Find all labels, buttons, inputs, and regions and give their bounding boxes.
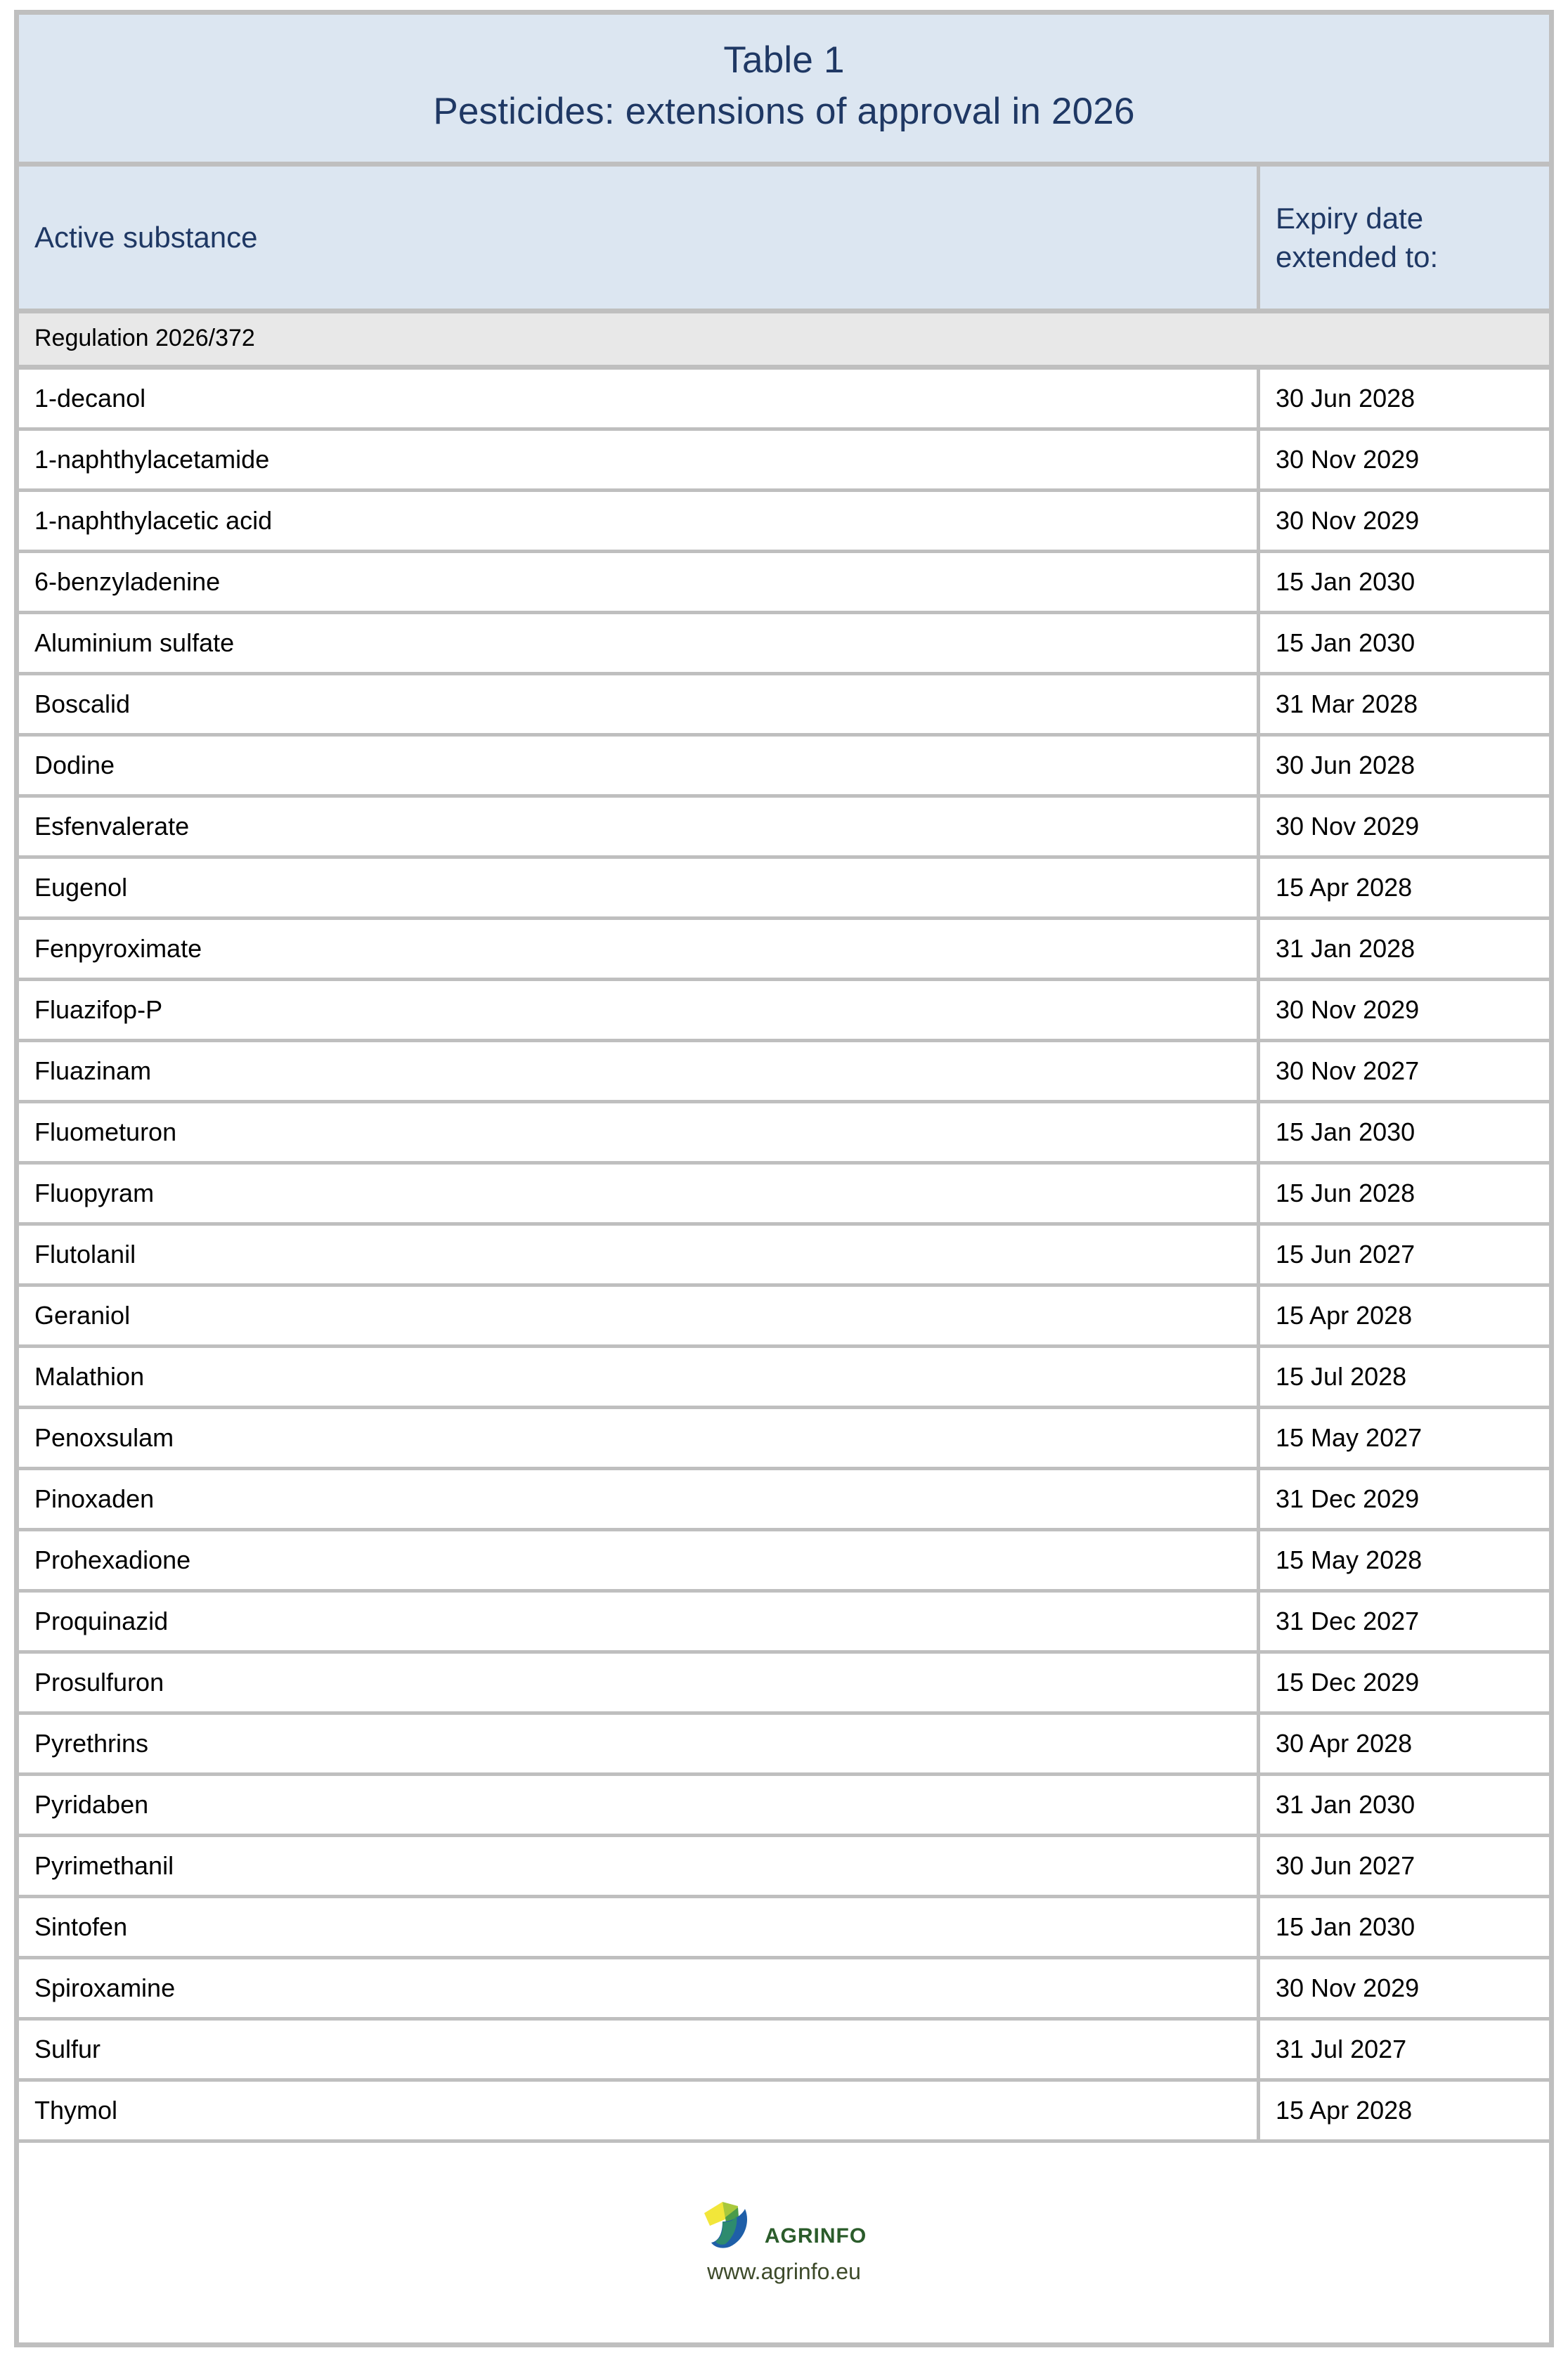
table-row <box>19 553 1549 614</box>
cell-expiry-date <box>1260 1470 1549 1528</box>
cell-expiry-date-label: 15 Jun 2028 <box>1276 1178 1415 1207</box>
cell-expiry-date <box>1260 859 1549 916</box>
cell-expiry-date-label: 15 Dec 2029 <box>1276 1667 1420 1697</box>
cell-expiry-date-label: 31 Jan 2028 <box>1276 933 1415 963</box>
cell-expiry-date-label: 30 Jun 2028 <box>1276 383 1415 413</box>
cell-active-substance-label: Dodine <box>34 750 115 779</box>
cell-expiry-date-label: 15 May 2028 <box>1276 1545 1423 1574</box>
cell-expiry-date-label: 30 Nov 2029 <box>1276 1973 1420 2002</box>
cell-active-substance-label: Boscalid <box>34 689 131 718</box>
cell-expiry-date <box>1260 1165 1549 1222</box>
cell-expiry-date-label: 15 Jan 2030 <box>1276 566 1415 596</box>
cell-active-substance-label: Geraniol <box>34 1300 131 1330</box>
cell-expiry-date <box>1260 1226 1549 1283</box>
cell-expiry-date <box>1260 370 1549 427</box>
cell-active-substance <box>19 920 1260 978</box>
cell-active-substance <box>19 1165 1260 1222</box>
cell-expiry-date-label: 30 Nov 2027 <box>1276 1056 1420 1085</box>
cell-expiry-date-label: 31 Dec 2029 <box>1276 1484 1420 1513</box>
cell-expiry-date-label: 15 Apr 2028 <box>1276 2095 1413 2125</box>
cell-active-substance-label: Spiroxamine <box>34 1973 176 2002</box>
cell-expiry-date-label: 15 Jan 2030 <box>1276 628 1415 657</box>
cell-active-substance <box>19 370 1260 427</box>
cell-active-substance <box>19 1103 1260 1161</box>
cell-active-substance <box>19 981 1260 1039</box>
cell-active-substance <box>19 1531 1260 1589</box>
table-row <box>19 431 1549 492</box>
cell-active-substance <box>19 553 1260 611</box>
section-header-regulation-label: Regulation 2026/372 <box>34 325 255 352</box>
cell-expiry-date <box>1260 1959 1549 2017</box>
cell-expiry-date <box>1260 1409 1549 1467</box>
cell-expiry-date <box>1260 920 1549 978</box>
table-row <box>19 1226 1549 1287</box>
cell-active-substance-label: Aluminium sulfate <box>34 628 235 657</box>
cell-active-substance-label: 6-benzyladenine <box>34 566 221 596</box>
cell-active-substance-label: Fluometuron <box>34 1117 177 1146</box>
table-title-block <box>19 15 1549 167</box>
cell-expiry-date-label: 30 Jun 2027 <box>1276 1850 1415 1880</box>
section-header-regulation <box>19 313 1549 370</box>
cell-active-substance <box>19 1409 1260 1467</box>
cell-expiry-date <box>1260 492 1549 550</box>
cell-active-substance-label: Pyrethrins <box>34 1728 149 1758</box>
table-row <box>19 675 1549 737</box>
cell-active-substance <box>19 859 1260 916</box>
cell-active-substance-label: Pyrimethanil <box>34 1850 174 1880</box>
cell-expiry-date-label: 15 May 2027 <box>1276 1422 1423 1452</box>
cell-active-substance <box>19 1715 1260 1772</box>
cell-active-substance-label: Sintofen <box>34 1912 128 1941</box>
cell-expiry-date <box>1260 798 1549 855</box>
cell-expiry-date-label: 30 Apr 2028 <box>1276 1728 1413 1758</box>
cell-active-substance-label: Esfenvalerate <box>34 811 190 841</box>
cell-active-substance <box>19 431 1260 488</box>
table-row <box>19 2021 1549 2082</box>
column-header-expiry-date <box>1260 167 1549 309</box>
cell-active-substance <box>19 1837 1260 1895</box>
cell-expiry-date <box>1260 1593 1549 1650</box>
agrinfo-logo-text: AGRINFO <box>764 2224 867 2248</box>
table-row <box>19 798 1549 859</box>
cell-active-substance <box>19 1593 1260 1650</box>
cell-active-substance-label: Malathion <box>34 1361 145 1391</box>
cell-active-substance <box>19 737 1260 794</box>
cell-active-substance-label: Thymol <box>34 2095 118 2125</box>
table-row <box>19 1776 1549 1837</box>
cell-expiry-date <box>1260 1776 1549 1834</box>
cell-expiry-date <box>1260 431 1549 488</box>
table-header-row <box>19 167 1549 313</box>
cell-active-substance-label: Proquinazid <box>34 1606 169 1635</box>
table-row <box>19 1042 1549 1103</box>
cell-active-substance-label: Pinoxaden <box>34 1484 155 1513</box>
table-body <box>19 370 1549 2143</box>
table-row <box>19 859 1549 920</box>
cell-expiry-date <box>1260 553 1549 611</box>
table-row <box>19 492 1549 553</box>
table-row <box>19 2082 1549 2143</box>
table-footer <box>19 2143 1549 2342</box>
table-row <box>19 614 1549 675</box>
cell-expiry-date-label: 15 Jun 2027 <box>1276 1239 1415 1269</box>
cell-active-substance <box>19 675 1260 733</box>
cell-active-substance-label: Eugenol <box>34 872 128 902</box>
cell-expiry-date <box>1260 737 1549 794</box>
cell-expiry-date <box>1260 1715 1549 1772</box>
cell-active-substance-label: Fluopyram <box>34 1178 155 1207</box>
agrinfo-website-url: www.agrinfo.eu <box>707 2259 861 2285</box>
table-row <box>19 981 1549 1042</box>
cell-active-substance <box>19 1226 1260 1283</box>
agrinfo-logo <box>701 2198 867 2251</box>
table-row <box>19 1103 1549 1165</box>
cell-expiry-date-label: 30 Nov 2029 <box>1276 505 1420 535</box>
cell-expiry-date-label: 31 Jan 2030 <box>1276 1789 1415 1819</box>
cell-active-substance-label: Fluazifop-P <box>34 994 163 1024</box>
cell-active-substance-label: Sulfur <box>34 2034 101 2063</box>
cell-expiry-date-label: 31 Mar 2028 <box>1276 689 1418 718</box>
cell-expiry-date <box>1260 981 1549 1039</box>
table-subject-title: Pesticides: extensions of approval in 2026 <box>433 90 1135 132</box>
cell-expiry-date <box>1260 1654 1549 1711</box>
cell-expiry-date <box>1260 2082 1549 2139</box>
cell-expiry-date <box>1260 614 1549 672</box>
cell-expiry-date <box>1260 675 1549 733</box>
cell-active-substance <box>19 1287 1260 1344</box>
cell-expiry-date <box>1260 1898 1549 1956</box>
table-row <box>19 1837 1549 1898</box>
cell-expiry-date <box>1260 1287 1549 1344</box>
table-row <box>19 370 1549 431</box>
table-row <box>19 1715 1549 1776</box>
table-row <box>19 737 1549 798</box>
cell-expiry-date <box>1260 2021 1549 2078</box>
cell-active-substance-label: Prohexadione <box>34 1545 191 1574</box>
cell-active-substance <box>19 1042 1260 1100</box>
table-row <box>19 1531 1549 1593</box>
table-row <box>19 1898 1549 1959</box>
cell-expiry-date-label: 30 Nov 2029 <box>1276 811 1420 841</box>
cell-expiry-date-label: 30 Nov 2029 <box>1276 444 1420 474</box>
table-row <box>19 1959 1549 2021</box>
table-row <box>19 1287 1549 1348</box>
cell-active-substance <box>19 1898 1260 1956</box>
cell-active-substance-label: Prosulfuron <box>34 1667 164 1697</box>
cell-active-substance <box>19 798 1260 855</box>
cell-active-substance-label: Fenpyroximate <box>34 933 202 963</box>
cell-expiry-date <box>1260 1042 1549 1100</box>
cell-active-substance-label: 1-decanol <box>34 383 146 413</box>
cell-active-substance <box>19 492 1260 550</box>
table-row <box>19 1348 1549 1409</box>
cell-active-substance-label: Pyridaben <box>34 1789 149 1819</box>
column-header-active-substance <box>19 167 1260 309</box>
cell-active-substance <box>19 1776 1260 1834</box>
cell-expiry-date-label: 15 Apr 2028 <box>1276 872 1413 902</box>
cell-active-substance <box>19 1470 1260 1528</box>
cell-active-substance-label: Fluazinam <box>34 1056 152 1085</box>
cell-expiry-date-label: 15 Jan 2030 <box>1276 1912 1415 1941</box>
cell-active-substance <box>19 1654 1260 1711</box>
cell-active-substance <box>19 1348 1260 1406</box>
table-row <box>19 1165 1549 1226</box>
cell-active-substance <box>19 2021 1260 2078</box>
table-number-title: Table 1 <box>723 39 845 81</box>
cell-active-substance-label: 1-naphthylacetamide <box>34 444 270 474</box>
cell-expiry-date-label: 15 Apr 2028 <box>1276 1300 1413 1330</box>
cell-expiry-date-label: 15 Jul 2028 <box>1276 1361 1407 1391</box>
cell-expiry-date-label: 30 Jun 2028 <box>1276 750 1415 779</box>
table-row <box>19 1409 1549 1470</box>
table-row <box>19 1470 1549 1531</box>
cell-expiry-date-label: 15 Jan 2030 <box>1276 1117 1415 1146</box>
cell-active-substance-label: Flutolanil <box>34 1239 136 1269</box>
cell-expiry-date <box>1260 1837 1549 1895</box>
cell-expiry-date-label: 30 Nov 2029 <box>1276 994 1420 1024</box>
cell-expiry-date-label: 31 Dec 2027 <box>1276 1606 1420 1635</box>
table-row <box>19 920 1549 981</box>
cell-expiry-date-label: 31 Jul 2027 <box>1276 2034 1407 2063</box>
column-header-active-substance-label: Active substance <box>34 221 258 254</box>
cell-active-substance <box>19 2082 1260 2139</box>
cell-expiry-date <box>1260 1531 1549 1589</box>
table-row <box>19 1593 1549 1654</box>
column-header-expiry-date-label: Expiry date extended to: <box>1276 201 1439 274</box>
pesticides-table <box>14 10 1554 2347</box>
agrinfo-leaf-logo-icon <box>701 2198 759 2251</box>
cell-expiry-date <box>1260 1348 1549 1406</box>
cell-active-substance <box>19 614 1260 672</box>
cell-active-substance <box>19 1959 1260 2017</box>
cell-active-substance-label: 1-naphthylacetic acid <box>34 505 273 535</box>
cell-expiry-date <box>1260 1103 1549 1161</box>
table-row <box>19 1654 1549 1715</box>
cell-active-substance-label: Penoxsulam <box>34 1422 174 1452</box>
